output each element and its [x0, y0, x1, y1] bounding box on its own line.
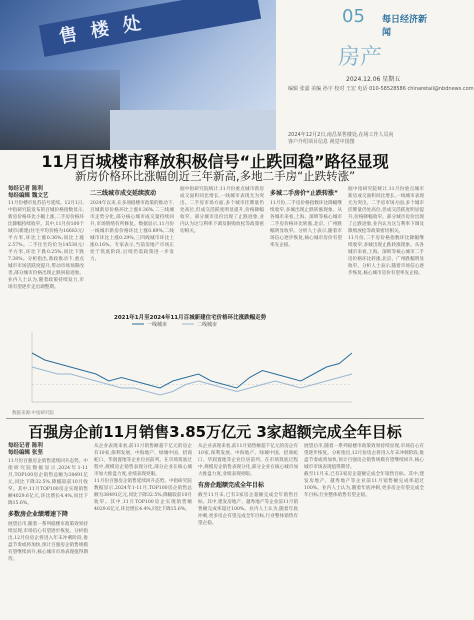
- article1-byline: 每经记者 陈利 每经编辑 魏文艺: [8, 186, 49, 199]
- legend-label-2: 二线城市: [197, 322, 218, 328]
- legend-label-1: 一线城市: [147, 322, 168, 328]
- photo-caption: 2024年12月2日,南昌某售楼处,在场工作人员向客户介绍项目信息 视觉中国图: [288, 132, 394, 145]
- article1-column-1: [8, 200, 84, 310]
- article2-text-1: 11月份百强房企销售延续回升态势。中指研究院数据显示,2024年1-11月,TOP100房企销售总额为38491亿元,同比下降32.5%,降幅较前10月收窄。其中,11月TOP100房企实现销售额4029.6亿元,环比增长4.4%,同比下降15.6%。: [8, 459, 88, 506]
- chart-legend: [132, 321, 217, 328]
- article2-headline: 百强房企前11月销售3.85万亿元 3家超额完成全年目标: [28, 423, 402, 441]
- article1-column-3: [180, 186, 264, 310]
- article2-column-3: [198, 443, 298, 618]
- article1-text-1: 11月份楼市复苏信号延续。12月1日,中指研究院发布的百城价格指数显示,新房价格环比小幅上涨,二手房价格环比降幅持续收窄。其中,11月份100个城市(新建)住宅平均价格为16683元/平方米,环比上涨0.36%;同比上涨2.57%。二手住宅均价为14538元/平方米,环比下跌0.25%,同比下跌7.38%。分析指出,新政推动下,重点城市市场活跃度提升,带动市场预期改善,部分城市价格出现止跌回稳迹象。业内人士认为,随着政策持续发力,市场有望逐步走出调整期。: [8, 201, 84, 290]
- article2-column-1: [8, 458, 88, 618]
- article2-column-4: [304, 443, 424, 618]
- article1-text-5: 据中指研究院统计,11月份重点城市新房成交面积同比增长,一线城市表现尤为突出。二手房市场方面,多个城市挂牌量仍处高位,但成交活跃度明显提升,价格降幅收窄。部分城市房价出现了止跌迹象,业内认为这与利率下调及限购放松等政策密切相关。: [348, 187, 424, 234]
- line-chart: [12, 318, 358, 410]
- article-divider: [6, 418, 424, 419]
- article2-text-2: 从企业表现来看,前11月销售额超千亿元的房企有10家,保利发展、中海地产、绿城中国、招商蛇口、华润置地等企业位居前列。在市场筑底过程中,规模房企销售表现分化,部分企业在核心城市加大推盘力度,业绩表现亮眼。: [94, 444, 192, 477]
- article2-column-2: [94, 443, 192, 618]
- article1-column-2: [90, 186, 174, 310]
- article2-text-4b: 截至11月末,已有3家房企超额完成全年销售目标。其中,建发房地产、越秀地产等企业前11月销售额完成率超过100%。业内人士认为,随着年底冲刺,更多房企有望完成全年目标,行业整体销售有望企稳。: [304, 472, 424, 498]
- chart-title: 2021年1月至2024年11月百城新建住宅价格环比涨跌幅走势: [114, 315, 267, 321]
- article2-subhead-1: 多数房企业绩增速下降: [8, 511, 69, 518]
- article1-subhead-1: 二三线城市成交延续波动: [90, 190, 157, 197]
- photo-banner-sign: 售 楼 处: [39, 0, 261, 57]
- article2-text-3: 截至11月末,已有3家房企超额完成全年销售目标。其中,建发房地产、越秀地产等企业前11月销售额完成率超过100%。业内人士认为,随着年底冲刺,更多房企有望完成全年目标,行业整体销售有望企稳。: [198, 493, 298, 526]
- article2-subhead-2: 有房企超额完成全年目标: [198, 482, 265, 489]
- section-title: 房产: [338, 45, 383, 70]
- article1-text-2: 2024年以来,在多项稳楼市政策的推动下,百城新房价格环比上涨0.36%,二三线城市走势分化,部分核心城市成交量持续回升,市场情绪有所修复。数据显示,11月份一线城市新房价格环比上涨0.89%,二线城市环比上涨0.29%,三四线城市环比上涨0.16%。专家表示,当前房地产市场正处于筑底阶段,后续仍需政策进一步发力。: [90, 201, 174, 262]
- article2-byline: 每经记者 陈利 每经编辑 张坚: [8, 443, 43, 456]
- article1-text-3: 据中指研究院统计,11月份重点城市新房成交面积同比增长,一线城市表现尤为突出。二手房市场方面,多个城市挂牌量仍处高位,但成交活跃度明显提升,价格降幅收窄。部分城市房价出现了止跌迹象,业内认为这与利率下调及限购放松等政策密切相关。: [180, 187, 264, 234]
- article1-subheadline: 新房价格环比涨幅创近三年新高,多地二手房“止跌转涨”: [74, 169, 356, 183]
- article1-headline: 11月百城楼市释放积极信号“止跌回稳”路径显现: [41, 152, 389, 171]
- photo-counter: [110, 110, 276, 150]
- article1-subhead-2: 多城二手房价“止跌转涨”: [270, 190, 338, 197]
- photo-crowd: [0, 70, 120, 150]
- article1-text-4: 11月份,二手房价格指数环比降幅继续收窄,多城出现止跌转涨现象。从各城市来看,上海、深圳等核心城市二手房价格环比转涨,北京、广州跌幅明显收窄。分析人士表示,随着市场信心逐步恢复,核心城市房价有望率先企稳。: [270, 201, 342, 248]
- article1-text-6: 11月份,二手房价格指数环比降幅继续收窄,多城出现止跌转涨现象。从各城市来看,上海、深圳等核心城市二手房价格环比转涨,北京、广州跌幅明显收窄。分析人士表示,随着市场信心逐步恢复,核心城市房价有望率先企稳。: [348, 236, 424, 276]
- paper-name: 每日经济新闻: [382, 15, 428, 38]
- article2-text-3a: 从企业表现来看,前11月销售额超千亿元的房企有10家,保利发展、中海地产、绿城中国、招商蛇口、华润置地等企业位居前列。在市场筑底过程中,规模房企销售表现分化,部分企业在核心城市加大推盘力度,业绩表现亮眼。: [198, 444, 298, 477]
- page-header: [0, 0, 474, 172]
- article2-text-2b: 11月份百强房企销售延续回升态势。中指研究院数据显示,2024年1-11月,TOP100房企销售总额为38491亿元,同比下降32.5%,降幅较前10月收窄。其中,11月TOP100房企实现销售额4029.6亿元,环比增长4.4%,同比下降15.6%。: [94, 479, 192, 512]
- article1-column-4: [270, 186, 342, 310]
- page-number: 05: [342, 6, 365, 27]
- chart-source: 数据来源:中指研究院: [12, 411, 55, 416]
- article2-text-1b: 展望后市,随着一系列稳楼市政策效果持续显现,市场信心有望逐步恢复。分析指出,12月份房企将进入年末冲刺阶段,推盘节奏或将加快,预计百强房企销售规模有望继续回升,核心城市市场表现值得期待。: [8, 522, 88, 562]
- news-photo: [0, 0, 276, 150]
- article2-text-4: 展望后市,随着一系列稳楼市政策效果持续显现,市场信心有望逐步恢复。分析指出,12月份房企将进入年末冲刺阶段,推盘节奏或将加快,预计百强房企销售规模有望继续回升,核心城市市场表现值得期待。: [304, 444, 424, 470]
- series-line-2: [32, 367, 352, 395]
- article1-column-5: [348, 186, 424, 416]
- issue-date: 2024.12.06 星期五: [346, 76, 401, 83]
- editor-line: 编辑 张嘉 美编 孙宇 校对 王宏 电话 010-58528586 chinaretail@nbdnews.com: [288, 86, 474, 92]
